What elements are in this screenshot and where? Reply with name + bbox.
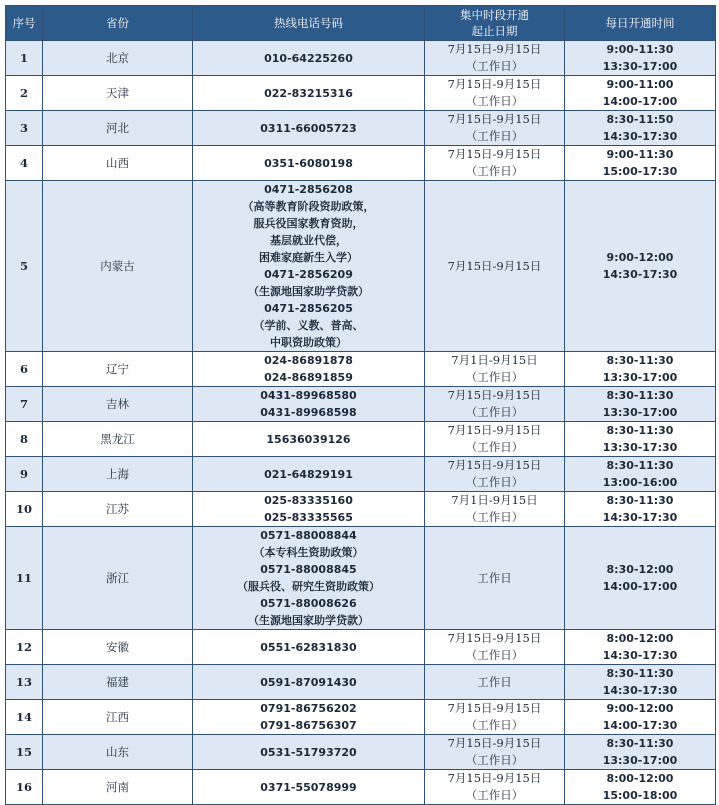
cell-phone-line: 0531-51793720 [260, 745, 357, 759]
header-province: 省份 [43, 6, 193, 41]
cell-province: 辽宁 [43, 352, 193, 387]
cell-phone [193, 422, 425, 457]
cell-period-line: 7月15日-9月15日 [447, 423, 542, 437]
cell-phone-line: （学前、义教、普高、 [253, 319, 364, 332]
cell-hours-line: 8:00-12:00 [606, 772, 674, 785]
cell-hours [565, 527, 716, 630]
table-row [6, 422, 716, 457]
cell-period-line: （工作日） [465, 129, 524, 143]
cell-period-line: 7月15日-9月15日 [447, 42, 542, 56]
cell-hours-line: 8:30-11:30 [606, 667, 674, 680]
cell-phone-line: 0571-88008626 [260, 597, 357, 610]
cell-province: 山东 [43, 735, 193, 770]
cell-hours [565, 76, 716, 111]
cell-period-line: 7月15日-9月15日 [447, 736, 542, 750]
cell-phone [193, 111, 425, 146]
cell-period-line: 7月15日-9月15日 [447, 147, 542, 161]
header-period-line-2: 起止日期 [471, 24, 518, 38]
cell-seq: 11 [6, 527, 43, 630]
cell-phone-line: （生源地国家助学贷款） [248, 614, 369, 627]
table-row [6, 700, 716, 735]
cell-hours-line: 14:00-17:00 [602, 580, 678, 593]
cell-phone-line: 0591-87091430 [260, 675, 357, 689]
cell-period-line: 7月15日-9月15日 [447, 77, 542, 91]
cell-period-line: 7月15日-9月15日 [447, 631, 542, 645]
cell-hours-line: 13:30-17:00 [602, 371, 678, 384]
cell-period-line: 7月15日-9月15日 [447, 458, 542, 472]
cell-phone-line: 基层就业代偿， [270, 234, 347, 247]
cell-hours-line: 14:00-17:00 [602, 95, 678, 108]
cell-seq: 3 [6, 111, 43, 146]
cell-period-line: （工作日） [465, 164, 524, 178]
header-period [425, 6, 565, 41]
cell-phone [193, 457, 425, 492]
hotline-table [5, 5, 716, 805]
cell-period-line: （工作日） [465, 788, 524, 802]
cell-hours [565, 700, 716, 735]
cell-province: 山西 [43, 146, 193, 181]
cell-hours-line: 13:30-17:00 [602, 406, 678, 419]
cell-hours-line: 9:00-12:00 [606, 251, 674, 264]
cell-province: 上海 [43, 457, 193, 492]
cell-phone-line: 024-86891878 [264, 354, 353, 367]
cell-hours-line: 13:30-17:00 [602, 60, 678, 73]
table-row [6, 630, 716, 665]
cell-phone-line: 0571-88008844 [260, 529, 357, 542]
cell-hours-line: 8:30-11:30 [606, 737, 674, 750]
cell-hours-line: 14:30-17:30 [602, 130, 678, 143]
table-row [6, 770, 716, 805]
cell-phone [193, 41, 425, 76]
cell-period [425, 700, 565, 735]
cell-period [425, 457, 565, 492]
cell-phone-line: 025-83335160 [264, 494, 353, 507]
cell-hours [565, 422, 716, 457]
cell-province: 浙江 [43, 527, 193, 630]
cell-phone-line: 0471-2856208 [264, 183, 353, 196]
cell-seq: 10 [6, 492, 43, 527]
cell-phone-line: 15636039126 [266, 432, 351, 446]
cell-hours-line: 15:00-17:30 [602, 165, 678, 178]
cell-seq: 14 [6, 700, 43, 735]
header-phone: 热线电话号码 [193, 6, 425, 41]
cell-hours-line: 8:30-11:30 [606, 424, 674, 437]
cell-hours [565, 665, 716, 700]
cell-phone-line: （服兵役、研究生资助政策） [237, 580, 380, 593]
table-row [6, 41, 716, 76]
cell-seq: 12 [6, 630, 43, 665]
cell-province: 江西 [43, 700, 193, 735]
cell-period [425, 770, 565, 805]
cell-period-line: （工作日） [465, 370, 524, 384]
cell-period-line: 工作日 [477, 570, 512, 585]
cell-phone-line: 0471-2856205 [264, 302, 353, 315]
cell-phone [193, 387, 425, 422]
cell-seq: 6 [6, 352, 43, 387]
cell-phone-line: （高等教育阶段资助政策， [242, 200, 375, 213]
cell-phone [193, 630, 425, 665]
cell-hours [565, 770, 716, 805]
cell-phone-line: 中职资助政策） [270, 336, 347, 349]
cell-period-line: 7月15日-9月15日 [447, 258, 542, 273]
cell-phone-line: 0351-6080198 [264, 156, 353, 170]
cell-hours [565, 387, 716, 422]
cell-period-line: （工作日） [465, 59, 524, 73]
table-row [6, 111, 716, 146]
cell-phone [193, 527, 425, 630]
cell-hours [565, 111, 716, 146]
cell-period-line: 工作日 [477, 674, 512, 689]
cell-period [425, 146, 565, 181]
table-row [6, 146, 716, 181]
cell-hours-line: 14:00-17:30 [602, 719, 678, 732]
cell-hours-line: 8:00-12:00 [606, 632, 674, 645]
cell-hours-line: 14:30-17:30 [602, 684, 678, 697]
cell-hours-line: 14:30-17:30 [602, 649, 678, 662]
cell-period [425, 76, 565, 111]
header-period-line-1: 集中时段开通 [460, 8, 529, 22]
cell-seq: 8 [6, 422, 43, 457]
cell-province: 吉林 [43, 387, 193, 422]
cell-period-line: 7月15日-9月15日 [447, 771, 542, 785]
cell-hours [565, 41, 716, 76]
cell-province: 北京 [43, 41, 193, 76]
cell-phone [193, 735, 425, 770]
cell-province: 内蒙古 [43, 181, 193, 352]
cell-period [425, 492, 565, 527]
cell-hours-line: 8:30-11:30 [606, 389, 674, 402]
cell-phone-line: 025-83335565 [264, 511, 353, 524]
cell-hours [565, 352, 716, 387]
cell-hours [565, 457, 716, 492]
cell-period [425, 527, 565, 630]
cell-hours-line: 9:00-12:00 [606, 702, 674, 715]
cell-phone-line: 0791-86756202 [260, 702, 357, 715]
cell-period-line: （工作日） [465, 440, 524, 454]
cell-period-line: 7月15日-9月15日 [447, 701, 542, 715]
cell-phone-line: 服兵役国家教育资助， [253, 217, 364, 230]
cell-hours [565, 735, 716, 770]
cell-province: 天津 [43, 76, 193, 111]
cell-period-line: 7月15日-9月15日 [447, 112, 542, 126]
cell-seq: 4 [6, 146, 43, 181]
cell-phone [193, 76, 425, 111]
table-row [6, 735, 716, 770]
cell-hours-line: 13:00-16:00 [602, 476, 678, 489]
cell-phone-line: 困难家庭新生入学） [259, 251, 358, 264]
header-row [6, 6, 716, 41]
cell-period-line: 7月1日-9月15日 [451, 493, 538, 507]
cell-phone [193, 492, 425, 527]
cell-phone [193, 770, 425, 805]
cell-hours [565, 492, 716, 527]
cell-period [425, 181, 565, 352]
cell-phone-line: 0571-88008845 [260, 563, 357, 576]
cell-province: 江苏 [43, 492, 193, 527]
cell-period-line: （工作日） [465, 405, 524, 419]
cell-seq: 7 [6, 387, 43, 422]
cell-period-line: （工作日） [465, 94, 524, 108]
cell-period-line: （工作日） [465, 648, 524, 662]
table-row [6, 665, 716, 700]
cell-province: 河南 [43, 770, 193, 805]
cell-phone-line: 0371-55078999 [260, 780, 357, 794]
cell-hours-line: 8:30-11:50 [606, 113, 674, 126]
cell-phone-line: 022-83215316 [264, 86, 353, 100]
cell-phone-line: 010-64225260 [264, 51, 353, 65]
cell-phone-line: （本专科生资助政策） [253, 546, 364, 559]
cell-hours-line: 8:30-11:30 [606, 354, 674, 367]
cell-hours-line: 8:30-11:30 [606, 494, 674, 507]
cell-seq: 5 [6, 181, 43, 352]
cell-period [425, 630, 565, 665]
table-row [6, 492, 716, 527]
cell-seq: 1 [6, 41, 43, 76]
cell-province: 黑龙江 [43, 422, 193, 457]
cell-hours-line: 13:30-17:00 [602, 754, 678, 767]
cell-province: 安徽 [43, 630, 193, 665]
cell-phone-line: 0551-62831830 [260, 640, 357, 654]
cell-phone-line: 0471-2856209 [264, 268, 353, 281]
cell-phone-line: 024-86891859 [264, 371, 353, 384]
cell-phone [193, 700, 425, 735]
cell-period [425, 387, 565, 422]
cell-hours-line: 9:00-11:30 [606, 43, 674, 56]
cell-province: 河北 [43, 111, 193, 146]
cell-phone-line: 0311-66005723 [260, 121, 357, 135]
cell-period [425, 352, 565, 387]
header-hours: 每日开通时间 [565, 6, 716, 41]
table-row [6, 387, 716, 422]
cell-period-line: （工作日） [465, 475, 524, 489]
cell-phone [193, 352, 425, 387]
cell-hours-line: 14:30-17:30 [602, 511, 678, 524]
cell-hours-line: 13:30-17:30 [602, 441, 678, 454]
cell-period [425, 422, 565, 457]
cell-hours-line: 8:30-12:00 [606, 563, 674, 576]
cell-hours-line: 15:00-18:00 [602, 789, 678, 802]
cell-phone-line: 0431-89968580 [260, 389, 357, 402]
table-row [6, 527, 716, 630]
cell-period-line: （工作日） [465, 753, 524, 767]
table-row [6, 181, 716, 352]
table-row [6, 457, 716, 492]
header-seq: 序号 [6, 6, 43, 41]
cell-phone-line: 0791-86756307 [260, 719, 357, 732]
cell-period [425, 41, 565, 76]
cell-period-line: （工作日） [465, 718, 524, 732]
cell-period [425, 735, 565, 770]
cell-hours-line: 9:00-11:30 [606, 148, 674, 161]
cell-hours-line: 9:00-11:00 [606, 78, 674, 91]
cell-phone [193, 146, 425, 181]
cell-period-line: 7月15日-9月15日 [447, 388, 542, 402]
cell-seq: 13 [6, 665, 43, 700]
table-row [6, 76, 716, 111]
cell-phone-line: 0431-89968598 [260, 406, 357, 419]
cell-period [425, 111, 565, 146]
cell-phone-line: （生源地国家助学贷款） [248, 285, 369, 298]
table-row [6, 352, 716, 387]
cell-phone-line: 021-64829191 [264, 467, 353, 481]
cell-seq: 15 [6, 735, 43, 770]
cell-hours [565, 146, 716, 181]
cell-phone [193, 665, 425, 700]
cell-period-line: 7月1日-9月15日 [451, 353, 538, 367]
cell-hours-line: 8:30-11:30 [606, 459, 674, 472]
cell-seq: 9 [6, 457, 43, 492]
cell-seq: 2 [6, 76, 43, 111]
cell-seq: 16 [6, 770, 43, 805]
cell-hours-line: 14:30-17:30 [602, 268, 678, 281]
cell-phone [193, 181, 425, 352]
cell-period-line: （工作日） [465, 510, 524, 524]
cell-hours [565, 630, 716, 665]
cell-period [425, 665, 565, 700]
cell-hours [565, 181, 716, 352]
cell-province: 福建 [43, 665, 193, 700]
